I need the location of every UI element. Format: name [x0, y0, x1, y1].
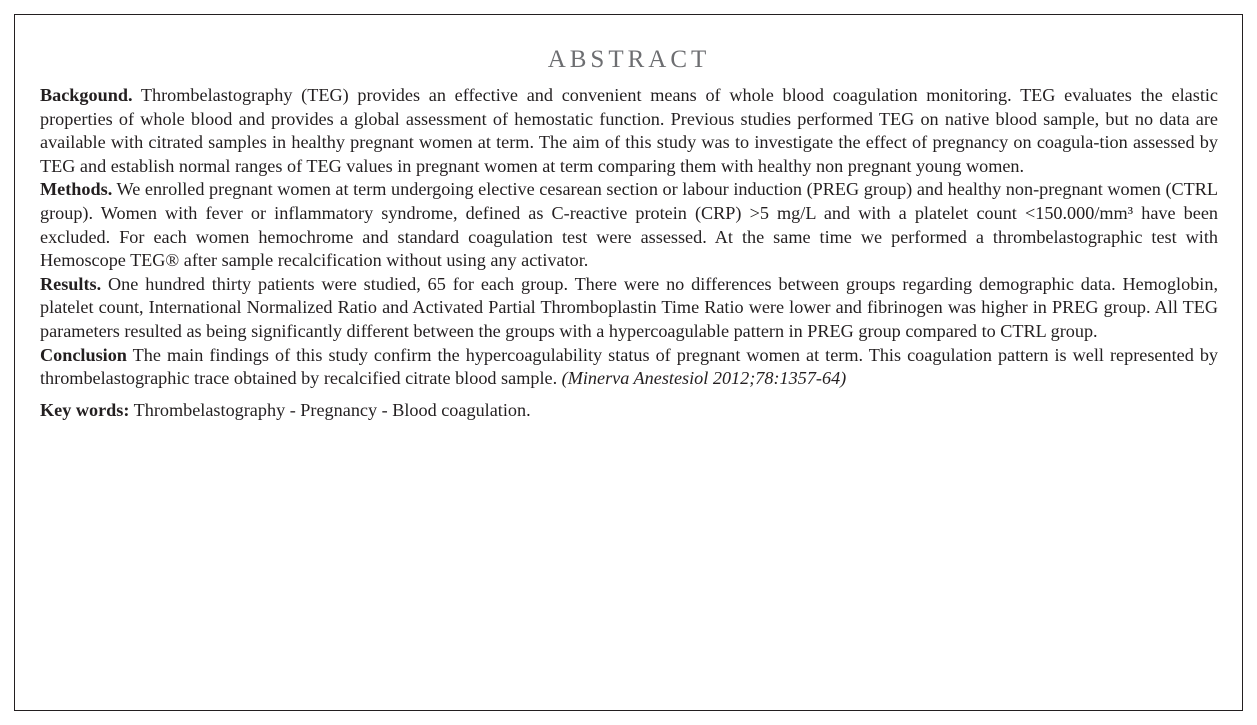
conclusion-text: The main findings of this study confirm the hypercoagulability status of pregnant women at term. This coagulation pattern is well represented by thrombelastographic trace obtained by recalcified citrate blood sample.: [40, 344, 1219, 389]
conclusion-heading: Conclusion: [40, 344, 127, 365]
background-paragraph: [40, 84, 1218, 178]
results-paragraph: [40, 273, 1218, 344]
results-text: One hundred thirty patients were studied, 65 for each group. There were no differences between groups regarding demographic data. Hemoglobin, platelet count, International Normalized Ratio and Activated Partial Thromboplastin Time Ratio were lower and fibrinogen was higher in PREG group. All TEG parameters resulted as being significantly different between the groups with a hypercoagulable pattern in PREG group compared to CTRL group.: [40, 273, 1218, 341]
background-text: Thrombelastography (TEG) provides an effective and convenient means of whole blood coagulation monitoring. TEG evaluates the elastic properties of whole blood and provides a global assessment of hemostatic function. Previous studies performed TEG on native blood sample, but no data are available with citrated samples in healthy pregnant women at term. The aim of this study was to investigate the effect of pregnancy on coagula-tion assessed by TEG and establish normal ranges of TEG values in pregnant women at term comparing them with healthy non pregnant young women.: [40, 85, 1218, 176]
keywords-text: Thrombelastography - Pregnancy - Blood coagulation.: [133, 399, 531, 420]
conclusion-paragraph: [40, 344, 1218, 391]
abstract-title: ABSTRACT: [547, 46, 711, 73]
abstract-box: [14, 14, 1243, 711]
background-heading: Backgound.: [40, 85, 133, 105]
keywords-heading: Key words:: [40, 399, 130, 420]
journal-citation: (Minerva Anestesiol 2012;78:1357-64): [561, 368, 847, 389]
methods-text: We enrolled pregnant women at term undergoing elective cesarean section or labour induction (PREG group) and healthy non-pregnant women (CTRL group). Women with fever or inflammatory syndrome, defined as C-reactive protein (CRP) >5 mg/L and with a platelet count <150.000/mm³ have been excluded. For each women hemochrome and standard coagulation test were assessed. At the same time we performed a thrombelastographic test with Hemoscope TEG® after sample recalcification without using any activator.: [40, 179, 1219, 271]
methods-paragraph: [40, 178, 1218, 272]
keywords-paragraph: [40, 399, 1218, 423]
methods-heading: Methods.: [40, 179, 113, 200]
results-heading: Results.: [40, 273, 102, 294]
